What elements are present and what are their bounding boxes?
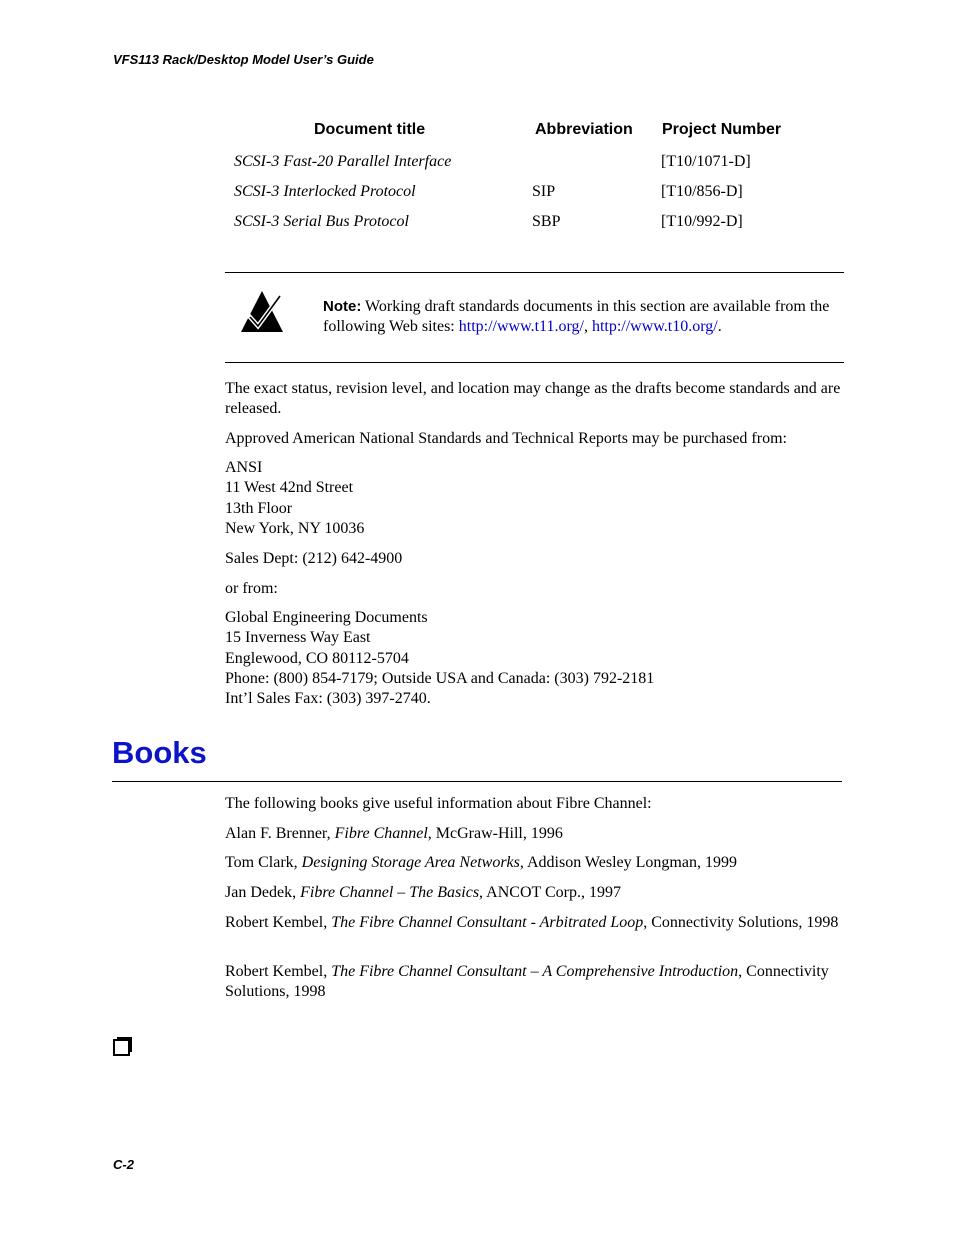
table-cell-project: [T10/1071-D] — [661, 153, 751, 170]
book-item — [225, 883, 844, 903]
t11-link[interactable]: http://www.t11.org/ — [458, 318, 584, 335]
table-cell-title: SCSI-3 Interlocked Protocol — [234, 183, 416, 200]
note-body: Working draft standards documents in this section are available from the following Web sites: — [323, 298, 830, 335]
book-title: Fibre Channel – The Basics — [300, 884, 480, 901]
book-title: Fibre Channel — [334, 825, 428, 842]
address-global — [225, 608, 844, 709]
book-publisher: , Connectivity Solutions, 1998 — [225, 963, 829, 1001]
address-line: 15 Inverness Way East — [225, 629, 371, 647]
end-of-section-box-icon — [113, 1036, 131, 1054]
address-line: ANSI — [225, 459, 263, 476]
note-label: Note: — [323, 298, 362, 315]
book-author: Jan Dedek, — [225, 884, 301, 901]
address-line: New York, NY 10036 — [225, 519, 365, 537]
address-line: 11 West 42nd Street — [225, 479, 354, 497]
book-publisher: , Addison Wesley Longman, 1999 — [519, 854, 737, 871]
address-line: Phone: (800) 854-7179; Outside USA and Canada: (303) 792-2181 — [225, 669, 655, 687]
book-author: Robert Kembel, — [225, 914, 332, 931]
book-publisher: , McGraw-Hill, 1996 — [427, 825, 563, 842]
table-cell-title: SCSI-3 Serial Bus Protocol — [234, 213, 409, 230]
book-title: Designing Storage Area Networks — [301, 854, 520, 871]
book-author: Tom Clark, — [225, 854, 302, 871]
column-header-document-title: Document title — [314, 121, 426, 138]
table-cell-title: SCSI-3 Fast-20 Parallel Interface — [234, 153, 452, 170]
note-end: . — [717, 318, 722, 335]
book-item — [225, 853, 844, 873]
column-header-abbreviation: Abbreviation — [535, 121, 633, 138]
book-author: Alan F. Brenner, — [225, 825, 335, 842]
page-number: C-2 — [113, 1157, 134, 1172]
books-intro: The following books give useful information about Fibre Channel: — [225, 795, 652, 812]
address-line: Global Engineering Documents — [225, 609, 428, 626]
note-separator: , — [583, 318, 592, 335]
address-ansi — [225, 458, 844, 539]
table-cell-project: [T10/856-D] — [661, 183, 743, 200]
book-publisher: , Connectivity Solutions, 1998 — [643, 914, 839, 931]
book-publisher: , ANCOT Corp., 1997 — [479, 884, 621, 901]
book-item — [225, 962, 844, 1003]
book-title: The Fibre Channel Consultant - Arbitrated Loop — [331, 914, 644, 931]
paragraph-purchase: Approved American National Standards and Technical Reports may be purchased from: — [225, 430, 787, 447]
book-item — [225, 913, 844, 933]
book-title: The Fibre Channel Consultant – A Comprehensive Introduction — [331, 963, 739, 980]
book-item — [225, 824, 844, 844]
sales-dept: Sales Dept: (212) 642-4900 — [225, 550, 403, 567]
running-header: VFS113 Rack/Desktop Model User’s Guide — [113, 52, 374, 67]
table-cell-abbreviation: SIP — [532, 183, 556, 200]
section-heading-books: Books — [112, 735, 207, 770]
table-cell-project: [T10/992-D] — [661, 213, 743, 230]
paragraph-status: The exact status, revision level, and location may change as the drafts become standards and are released. — [225, 380, 841, 418]
heading-rule — [112, 781, 842, 782]
column-header-project-number: Project Number — [662, 121, 782, 138]
note-top-rule — [225, 272, 844, 273]
note-check-triangle-icon — [240, 290, 284, 334]
note-bottom-rule — [225, 362, 844, 363]
address-line: Int’l Sales Fax: (303) 397-2740. — [225, 690, 431, 708]
t10-link[interactable]: http://www.t10.org/ — [591, 318, 718, 335]
book-author: Robert Kembel, — [225, 963, 332, 980]
table-cell-abbreviation: SBP — [532, 213, 561, 230]
or-from: or from: — [225, 580, 278, 597]
address-line: Englewood, CO 80112-5704 — [225, 649, 409, 667]
address-line: 13th Floor — [225, 499, 293, 517]
note-text — [323, 297, 833, 337]
